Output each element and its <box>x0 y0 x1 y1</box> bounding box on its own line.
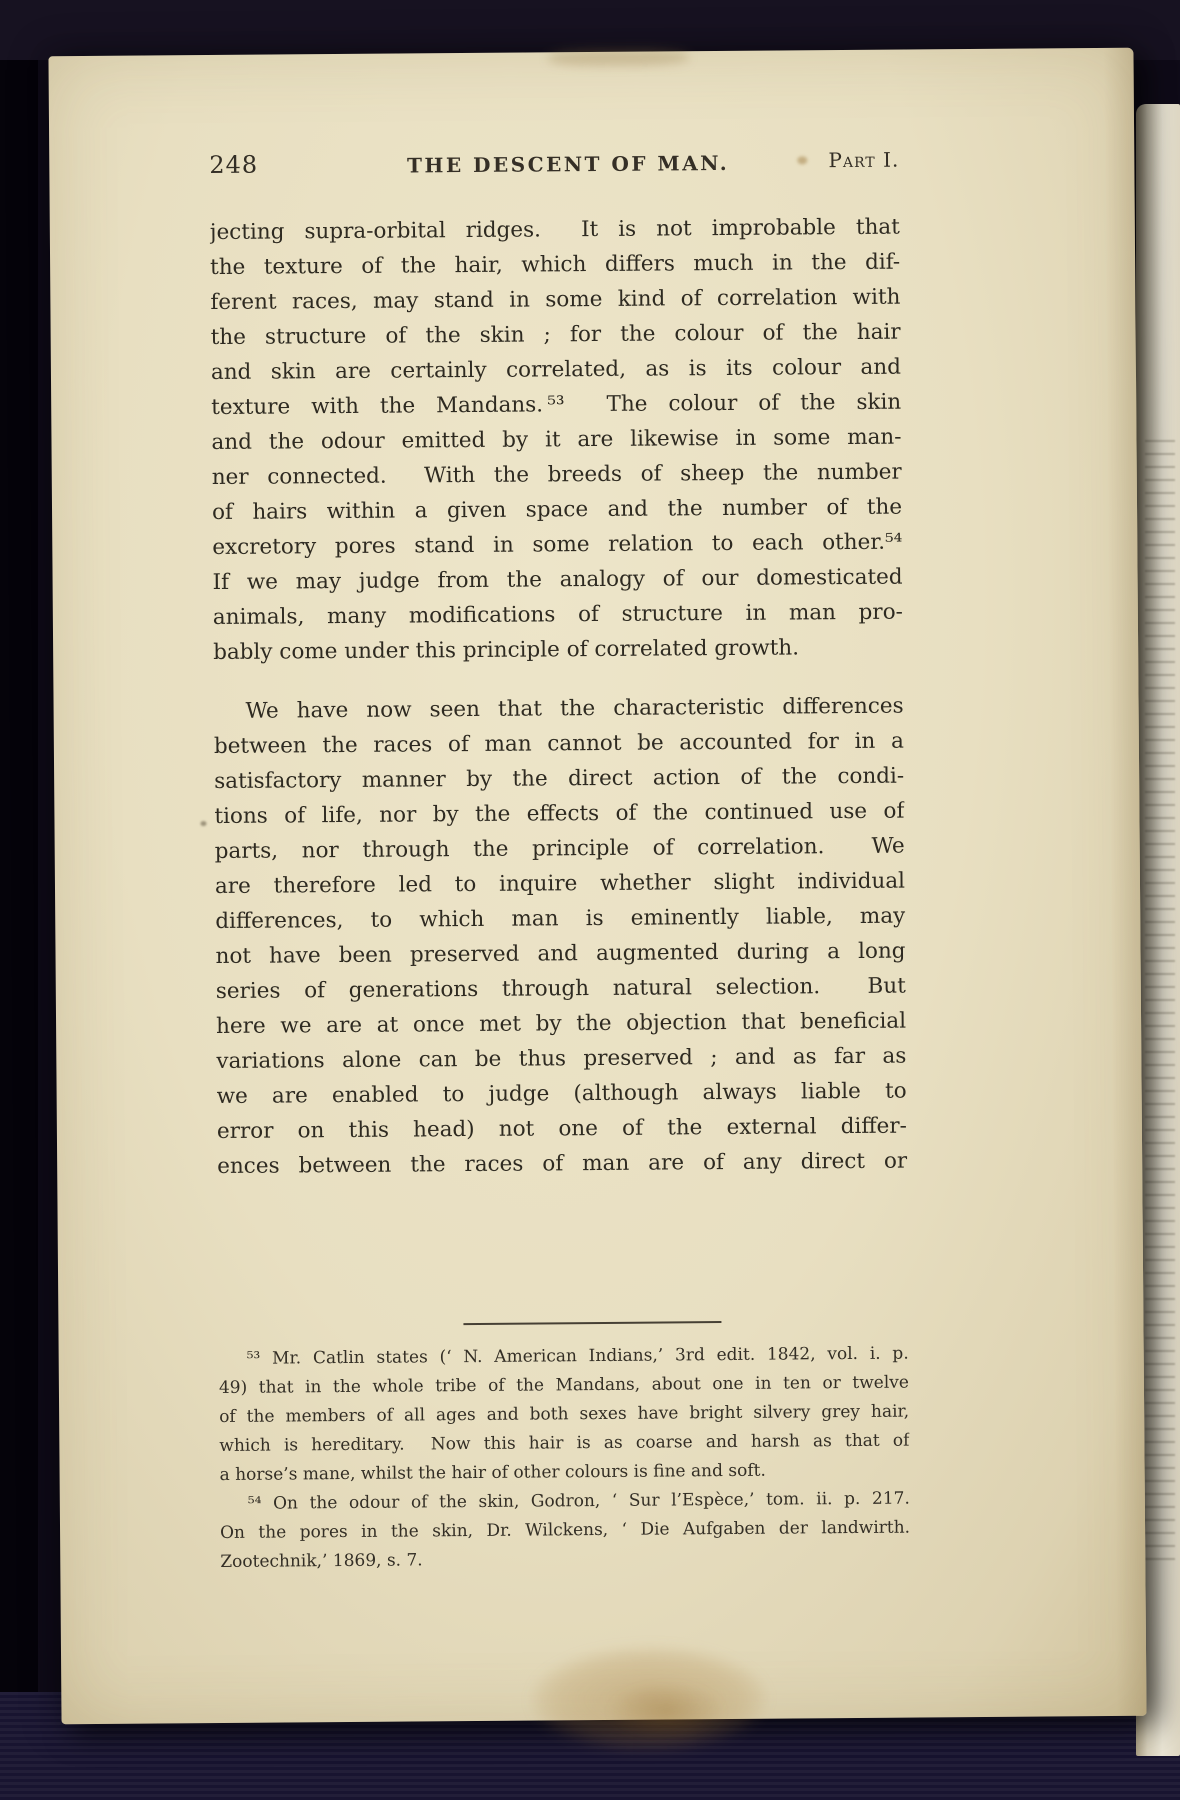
footnote-line: ⁵⁴ On the odour of the skin, Godron, ‘ Sur l’Espèce,’ tom. ii. p. 217. <box>247 1488 910 1514</box>
footnote-line: Zootechnik,’ 1869, s. 7. <box>220 1550 423 1572</box>
text-line: excretory pores stand in some relation to each other.⁵⁴ <box>212 529 903 561</box>
text-line: here we are at once met by the objection that beneficial <box>215 1008 907 1039</box>
text-line: the structure of the skin ; for the colour of the hair <box>210 319 901 351</box>
part-label: Part I. <box>828 147 900 173</box>
text-line: animals, many modifications of structure in man pro- <box>212 599 903 631</box>
text-line: tions of life, nor by the effects of the continued use of <box>214 798 905 830</box>
text-line: parts, nor through the principle of correlation. We <box>214 833 905 865</box>
page-number: 248 <box>209 150 259 180</box>
text-line: ences between the races of man are of any direct or <box>217 1148 908 1179</box>
book-page <box>48 48 1146 1724</box>
text-line: we are enabled to judge (although always liable to <box>216 1078 907 1109</box>
footnote-53 <box>219 1340 910 1490</box>
ink-speck <box>200 821 206 826</box>
footnote-line: of the members of all ages and both sexes have bright silvery grey hair, <box>219 1401 910 1427</box>
text-line: ner connected. With the breeds of sheep the number <box>211 459 902 491</box>
text-line: jecting supra-orbital ridges. It is not improbable that <box>209 214 900 246</box>
next-page-ghost-text <box>1145 440 1175 1560</box>
top-edge-smudge <box>548 49 688 66</box>
footnote-line: 49) that in the whole tribe of the Mandans, about one in ten or twelve <box>218 1372 909 1398</box>
footnote-line: which is hereditary. Now this hair is as coarse and harsh as that of <box>219 1430 910 1456</box>
footnote-line: a horse’s mane, whilst the hair of other colours is fine and soft. <box>219 1460 766 1485</box>
footnote-separator <box>463 1321 721 1325</box>
text-line: the texture of the hair, which differs much in the dif- <box>210 249 901 281</box>
text-line: and skin are certainly correlated, as is its colour and <box>210 354 902 386</box>
text-line: between the races of man cannot be accounted for in a <box>213 728 904 760</box>
footnotes <box>219 1340 911 1577</box>
text-line: texture with the Mandans. ⁵³ The colour of the skin <box>211 389 902 421</box>
footnote-line: ⁵³ Mr. Catlin states (‘ N. American Indians,’ 3rd edit. 1842, vol. i. p. <box>246 1343 909 1369</box>
text-line: of hairs within a given space and the number of the <box>211 494 903 526</box>
footnote-54 <box>220 1485 911 1577</box>
text-line: are therefore led to inquire whether slight individual <box>214 868 906 900</box>
text-line: variations alone can be thus preserved ; and as far as <box>216 1043 907 1074</box>
text-line: differences, to which man is eminently liable, may <box>215 903 906 935</box>
text-line: series of generations through natural selection. But <box>215 973 906 1005</box>
text-line: We have now seen that the characteristic differences <box>245 693 904 724</box>
text-line: and the odour emitted by it are likewise in some man- <box>211 424 902 456</box>
text-line: satisfactory manner by the direct action of the condi- <box>214 763 905 795</box>
background-left-band <box>0 0 38 1800</box>
text-line: not have been preserved and augmented during a long <box>215 938 906 970</box>
text-line: bably come under this principle of correlated growth. <box>213 635 800 666</box>
text-line: If we may judge from the analogy of our domesticated <box>212 564 903 596</box>
footnote-line: On the pores in the skin, Dr. Wilckens, ‘ Die Aufgaben der landwirth. <box>219 1517 911 1543</box>
text-line: ferent races, may stand in some kind of correlation with <box>210 284 901 316</box>
text-line: error on this head) not one of the external differ- <box>216 1113 907 1144</box>
page-body <box>210 210 908 1184</box>
running-title: THE DESCENT OF MAN. <box>407 150 730 178</box>
page-header <box>209 144 899 191</box>
paragraph-1 <box>210 210 904 670</box>
paragraph-2 <box>213 689 907 1184</box>
